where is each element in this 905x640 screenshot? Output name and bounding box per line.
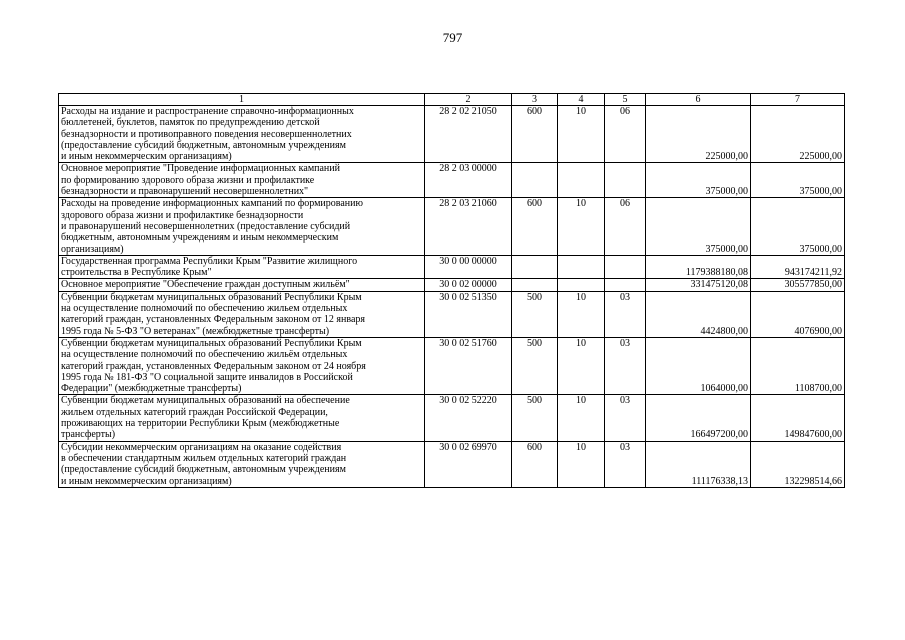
expense-type bbox=[512, 255, 558, 279]
description-line: и иным некоммерческим организациям) bbox=[61, 151, 232, 163]
description-line: на осуществление полномочий по обеспечению жильём отдельных bbox=[61, 349, 348, 361]
description-line: Федерации" (межбюджетные трансферты) bbox=[61, 383, 242, 395]
description-line: строительства в Республике Крым" bbox=[61, 267, 212, 279]
budget-code: 30 0 02 52220 bbox=[425, 395, 512, 441]
expense-type bbox=[512, 279, 558, 291]
description-line: 1995 года № 5-ФЗ "О ветеранах" (межбюджетные трансферты) bbox=[61, 325, 330, 337]
amount-col-6: 166497200,00 bbox=[646, 395, 751, 441]
amount-col-7: 943174211,92 bbox=[751, 255, 845, 279]
table-row bbox=[59, 395, 845, 441]
description-line: Субвенции бюджетам муниципальных образований Республики Крым bbox=[61, 291, 362, 303]
page-number: 797 bbox=[442, 30, 463, 45]
description-line: бюджетным, автономным учреждениям и иным некоммерческим bbox=[61, 232, 339, 244]
description-line: и иным некоммерческим организациям) bbox=[61, 475, 232, 487]
row-description bbox=[59, 163, 425, 198]
section: 10 bbox=[558, 441, 605, 487]
budget-code: 30 0 00 00000 bbox=[425, 255, 512, 279]
section: 10 bbox=[558, 395, 605, 441]
description-line: на осуществление полномочий по обеспечению жильем отдельных bbox=[61, 303, 348, 315]
expense-type: 600 bbox=[512, 441, 558, 487]
description-line: (предоставление субсидий бюджетным, автономным учреждениям bbox=[61, 139, 346, 151]
amount-col-6: 1179388180,08 bbox=[646, 255, 751, 279]
expense-type: 600 bbox=[512, 198, 558, 255]
description-line: бюллетеней, буклетов, памяток по предупреждению детской bbox=[61, 117, 320, 129]
description-line: Субвенции бюджетам муниципальных образований на обеспечение bbox=[61, 395, 350, 407]
description-line: категорий граждан, установленных Федеральным законом от 24 ноября bbox=[61, 360, 366, 372]
section bbox=[558, 279, 605, 291]
section bbox=[558, 255, 605, 279]
description-line: Расходы на издание и распространение справочно-информационных bbox=[61, 106, 354, 117]
description-line: и правонарушений несовершеннолетних (предоставление субсидий bbox=[61, 220, 351, 232]
description-line: безнадзорности и правонарушений несовершеннолетних" bbox=[61, 186, 309, 198]
section bbox=[558, 163, 605, 198]
amount-col-6: 1064000,00 bbox=[646, 337, 751, 394]
header-cell: 7 bbox=[751, 94, 845, 106]
budget-table bbox=[58, 93, 845, 488]
section: 10 bbox=[558, 106, 605, 163]
amount-col-7: 149847600,00 bbox=[751, 395, 845, 441]
table-row bbox=[59, 106, 845, 163]
budget-code: 28 2 03 21060 bbox=[425, 198, 512, 255]
budget-code: 30 0 02 00000 bbox=[425, 279, 512, 291]
subsection: 03 bbox=[605, 395, 646, 441]
expense-type: 500 bbox=[512, 291, 558, 337]
expense-type bbox=[512, 163, 558, 198]
table-row bbox=[59, 279, 845, 291]
amount-col-6: 4424800,00 bbox=[646, 291, 751, 337]
table-row bbox=[59, 163, 845, 198]
header-row bbox=[59, 94, 845, 106]
subsection: 03 bbox=[605, 291, 646, 337]
description-line: Основное мероприятие "Обеспечение граждан доступным жильём" bbox=[61, 279, 350, 291]
description-line: Государственная программа Республики Крым "Развитие жилищного bbox=[61, 255, 358, 267]
description-line: по формированию здорового образа жизни и профилактике bbox=[61, 174, 315, 186]
row-description bbox=[59, 441, 425, 487]
description-line: безнадзорности и противоправного поведения несовершеннолетних bbox=[61, 128, 352, 140]
section: 10 bbox=[558, 198, 605, 255]
header-cell: 5 bbox=[605, 94, 646, 106]
amount-col-6: 331475120,08 bbox=[646, 279, 751, 291]
budget-code: 28 2 02 21050 bbox=[425, 106, 512, 163]
section: 10 bbox=[558, 337, 605, 394]
expense-type: 600 bbox=[512, 106, 558, 163]
subsection bbox=[605, 255, 646, 279]
table-row bbox=[59, 337, 845, 394]
description-line: Расходы на проведение информационных кампаний по формированию bbox=[61, 198, 363, 210]
amount-col-6: 375000,00 bbox=[646, 198, 751, 255]
amount-col-7: 4076900,00 bbox=[751, 291, 845, 337]
description-line: здорового образа жизни и профилактике безнадзорности bbox=[61, 209, 304, 221]
description-line: жильем отдельных категорий граждан Российской Федерации, bbox=[61, 406, 328, 418]
row-description bbox=[59, 106, 425, 163]
header-cell: 6 bbox=[646, 94, 751, 106]
subsection: 06 bbox=[605, 106, 646, 163]
budget-code: 30 0 02 51350 bbox=[425, 291, 512, 337]
subsection bbox=[605, 279, 646, 291]
description-line: 1995 года № 181-ФЗ "О социальной защите инвалидов в Российской bbox=[61, 371, 353, 383]
table-row bbox=[59, 255, 845, 279]
amount-col-6: 225000,00 bbox=[646, 106, 751, 163]
description-line: в обеспечении стандартным жильем отдельных категорий граждан bbox=[61, 452, 347, 464]
subsection bbox=[605, 163, 646, 198]
amount-col-7: 375000,00 bbox=[751, 198, 845, 255]
section: 10 bbox=[558, 291, 605, 337]
table-row bbox=[59, 291, 845, 337]
header-cell: 3 bbox=[512, 94, 558, 106]
table-row bbox=[59, 441, 845, 487]
row-description bbox=[59, 198, 425, 255]
description-line: категорий граждан, установленных Федеральным законом от 12 января bbox=[61, 314, 365, 326]
description-line: проживающих на территории Республики Крым (межбюджетные bbox=[61, 418, 340, 430]
row-description bbox=[59, 255, 425, 279]
description-line: Субвенции бюджетам муниципальных образований Республики Крым bbox=[61, 337, 362, 349]
subsection: 06 bbox=[605, 198, 646, 255]
table-row bbox=[59, 198, 845, 255]
row-description bbox=[59, 337, 425, 394]
budget-code: 28 2 03 00000 bbox=[425, 163, 512, 198]
amount-col-6: 111176338,13 bbox=[646, 441, 751, 487]
description-line: (предоставление субсидий бюджетным, автономным учреждениям bbox=[61, 464, 346, 476]
row-description bbox=[59, 279, 425, 291]
budget-code: 30 0 02 51760 bbox=[425, 337, 512, 394]
amount-col-7: 132298514,66 bbox=[751, 441, 845, 487]
amount-col-7: 225000,00 bbox=[751, 106, 845, 163]
expense-type: 500 bbox=[512, 395, 558, 441]
description-line: Субсидии некоммерческим организациям на оказание содействия bbox=[61, 441, 342, 453]
header-cell: 4 bbox=[558, 94, 605, 106]
header-cell: 2 bbox=[425, 94, 512, 106]
row-description bbox=[59, 291, 425, 337]
amount-col-7: 305577850,00 bbox=[751, 279, 845, 291]
description-line: Основное мероприятие "Проведение информационных кампаний bbox=[61, 163, 340, 175]
expense-type: 500 bbox=[512, 337, 558, 394]
subsection: 03 bbox=[605, 441, 646, 487]
amount-col-7: 375000,00 bbox=[751, 163, 845, 198]
budget-code: 30 0 02 69970 bbox=[425, 441, 512, 487]
row-description bbox=[59, 395, 425, 441]
amount-col-7: 1108700,00 bbox=[751, 337, 845, 394]
description-line: организациям) bbox=[61, 243, 124, 255]
header-cell: 1 bbox=[59, 94, 425, 106]
amount-col-6: 375000,00 bbox=[646, 163, 751, 198]
subsection: 03 bbox=[605, 337, 646, 394]
description-line: трансферты) bbox=[61, 429, 116, 441]
